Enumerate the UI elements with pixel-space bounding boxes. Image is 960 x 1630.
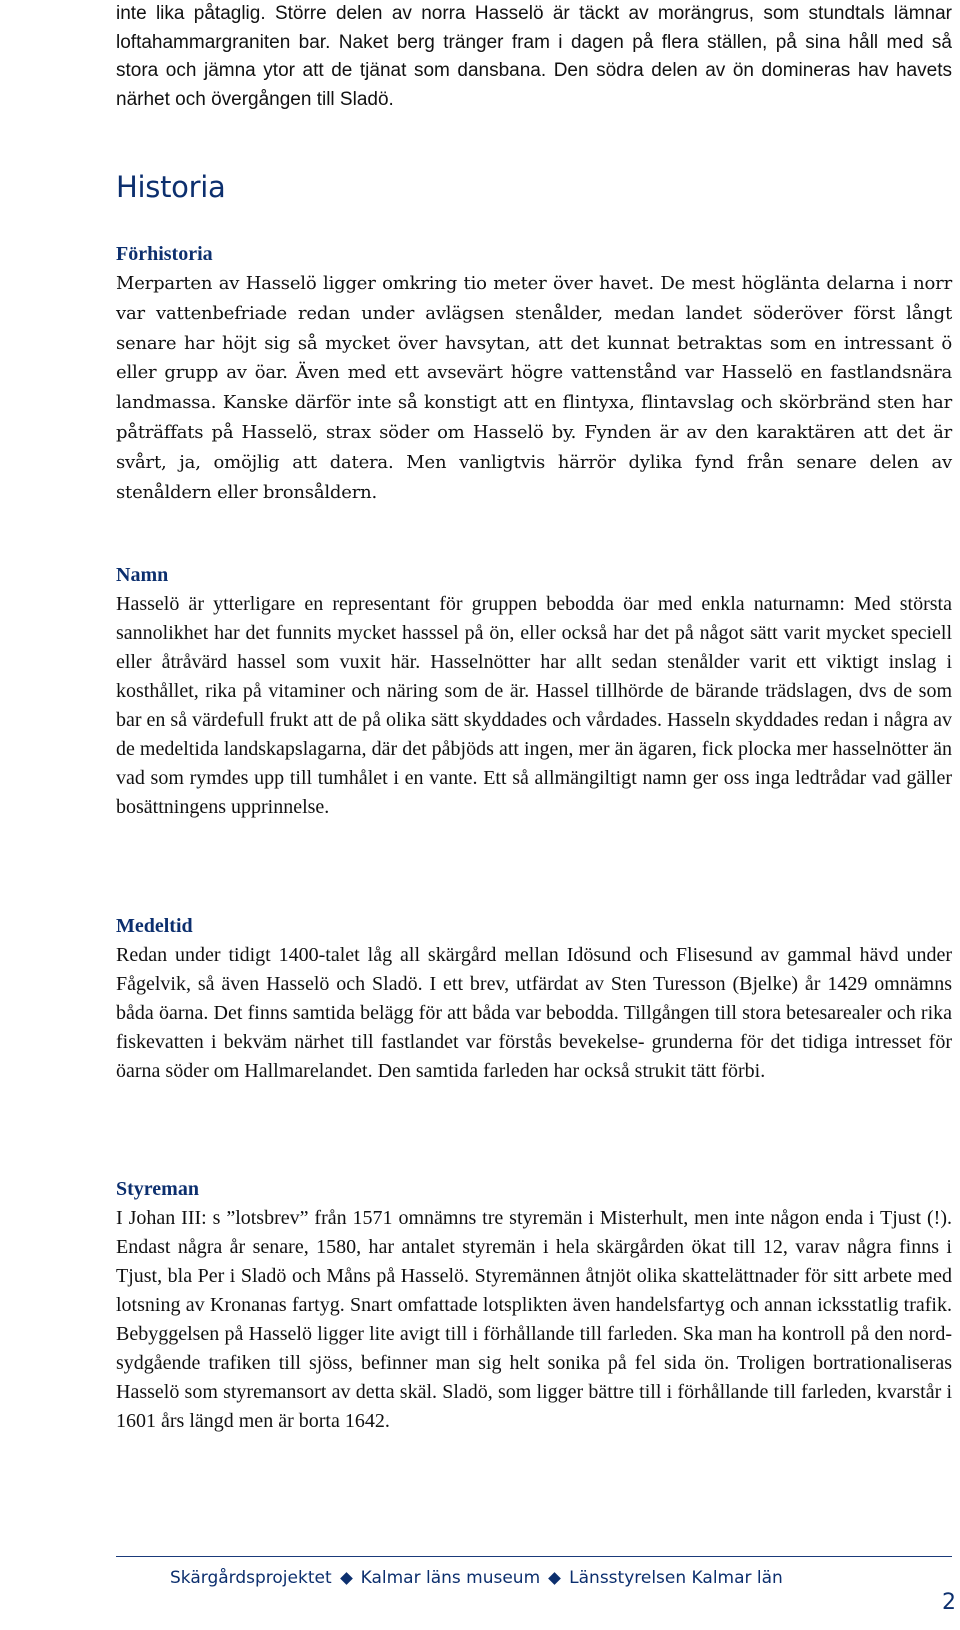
page-footer <box>116 1568 952 1588</box>
diamond-icon <box>548 1572 561 1585</box>
subsection-paragraph: Merparten av Hasselö ligger omkring tio meter över havet. De mest höglänta delarna i norr var vattenbefriade redan under avlägsen stenålder, medan landet söderöver först långt senare har höjt sig så mycket över havsytan, att det kunnat betraktas som en intressant ö eller grupp av öar. Även med ett avsevärt högre vattenstånd var Hasselö en fastlandsnära landmassa. Kanske därför inte så konstigt att en flintyxa, flintavslag och skörbränd sten har påträffats på Hasselö, strax söder om Hasselö by. Fynden är av den karaktären att det är svårt, ja, omöjlig att datera. Men vanligtvis härrör dylika fynd från senare delen av stenåldern eller bronsåldern. <box>116 273 952 503</box>
section-styreman <box>116 1175 952 1436</box>
section-forhistoria <box>116 240 952 507</box>
page-number: 2 <box>942 1590 956 1615</box>
section-medeltid <box>116 912 952 1086</box>
subsection-title: Medeltid <box>116 915 193 937</box>
footer-item: Skärgårdsprojektet <box>170 1568 332 1588</box>
subsection-title: Förhistoria <box>116 243 213 265</box>
footer-divider <box>116 1556 952 1557</box>
footer-item: Kalmar läns museum <box>360 1568 541 1588</box>
footer-item: Länsstyrelsen Kalmar län <box>569 1568 783 1588</box>
subsection-paragraph: Hasselö är ytterligare en representant för gruppen bebodda öar med enkla naturnamn: Med största sannolikhet har det funnits mycket hasssel på ön, eller också har det på något sätt varit mycket speciell eller åtråvärd hassel som vuxit här. Hasselnötter har allt sedan stenålder varit ett viktigt inslag i kosthållet, rika på vitaminer och näring som de är. Hassel tillhörde de bärande trädslagen, dvs de som bar en så värdefull frukt att de på olika sätt skyddades och vårdades. Hasseln skyddades redan i några av de medeltida landskapslagarna, där det påbjöds att ingen, mer än ägaren, fick plocka mer hasselnötter än vad som rymdes upp till tumhålet i en vante. Ett så allmängiltigt namn ger oss inga ledtrådar vad gäller bosättningens upprinnelse. <box>116 593 952 818</box>
subsection-paragraph: Redan under tidigt 1400-talet låg all skärgård mellan Idösund och Flisesund av gammal hävd under Fågelvik, så även Hasselö och Sladö. I ett brev, utfärdat av Sten Turesson (Bjelke) år 1429 omnämns båda öarna. Det finns samtida belägg för att båda var bebodda. Tillgången till stora betesarealer och rika fiskevatten i bekväm närhet till fastlandet var förstås bevekelse- grunderna för det tidiga intresset för öarna söder om Hallmarelandet. Den samtida farleden har också strukit tätt förbi. <box>116 944 952 1082</box>
section-namn <box>116 561 952 822</box>
diamond-icon <box>340 1572 353 1585</box>
section-heading-historia: Historia <box>116 170 226 204</box>
intro-paragraph: inte lika påtaglig. Större delen av norra Hasselö är täckt av morängrus, som stundtals lämnar loftahammargraniten bar. Naket berg tränger fram i dagen på flera ställen, på sina håll med så stora och jämna ytor att de tjänat som dansbana. Den södra delen av ön domineras hav havets närhet och övergången till Sladö. <box>116 3 952 110</box>
subsection-paragraph: I Johan III: s ”lotsbrev” från 1571 omnämns tre styremän i Misterhult, men inte någon enda i Tjust (!). Endast några år senare, 1580, har antalet styremän i hela skärgården ökat till 12, varav några finns i Tjust, bla Per i Sladö och Måns på Hasselö. Styremännen åtnjöt olika skattelättnader för sitt arbete med lotsning av Kronanas fartyg. Snart omfattade lotsplikten även handelsfartyg och annan icksstatlig trafik. Bebyggelsen på Hasselö ligger lite avigt till i förhållande till farleden. Ska man ha kontroll på den nord-sydgående trafiken till sjöss, befinner man sig helt sonika på fel sida ön. Troligen bortrationaliseras Hasselö som styremansort av detta skäl. Sladö, som ligger bättre till i förhållande till farleden, kvarstår i 1601 års längd men är borta 1642. <box>116 1207 952 1432</box>
subsection-title: Styreman <box>116 1178 199 1200</box>
subsection-title: Namn <box>116 564 169 586</box>
